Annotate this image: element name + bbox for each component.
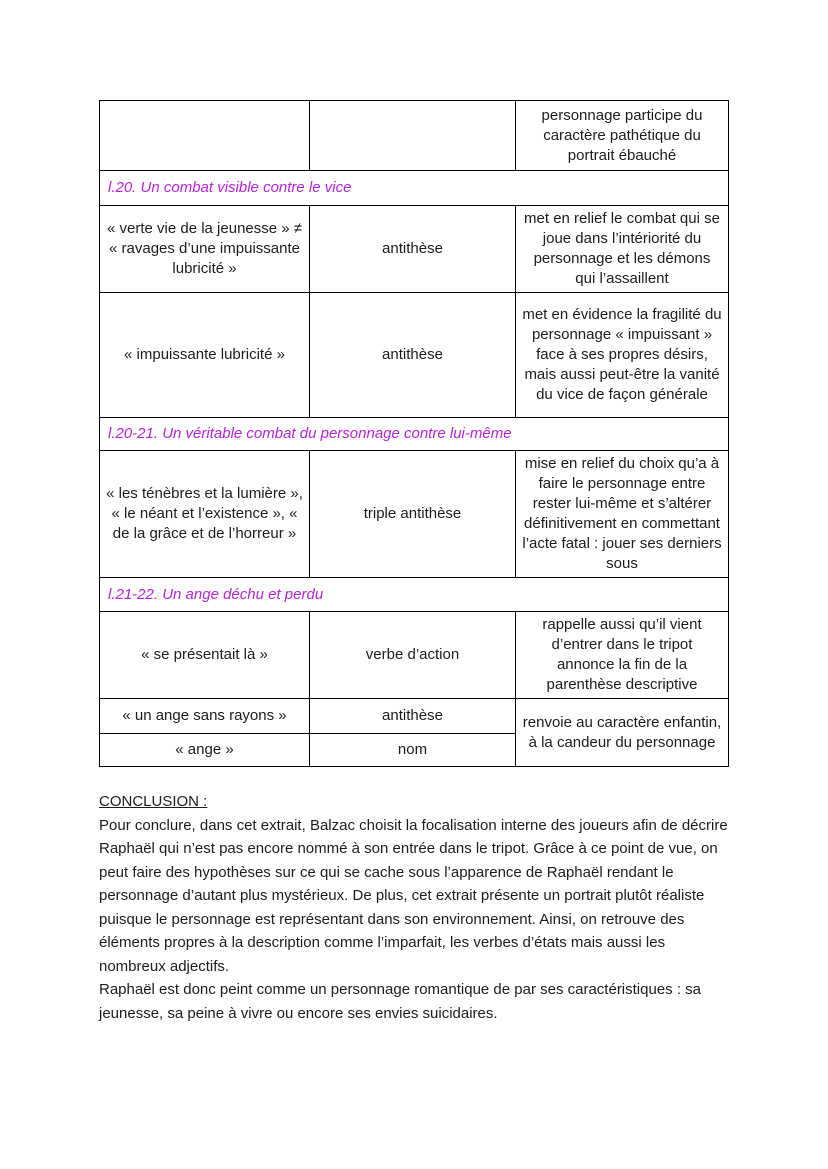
quote-cell: « verte vie de la jeunesse » ≠ « ravages d’une impuissante lubricité » [100, 206, 310, 293]
conclusion-paragraph: Pour conclure, dans cet extrait, Balzac choisit la focalisation interne des joueurs afin de décrire Raphaël qui n’est pas encore nommé à son entrée dans le tripot. Grâce à ce point de vue, on peut faire des hypothèses sur ce qui se cache sous l’apparence de Raphaël rendant le personnage d’autant plus mystérieux. De plus, cet extrait présente un portrait plutôt réaliste puisque le personnage est représentant dans son environnement. Ainsi, on retrouve des éléments propres à la description comme l’imparfait, les verbes d’états mais aussi les nombreux adjectifs. [99, 816, 728, 975]
table-section-row [100, 578, 729, 612]
effect-cell: renvoie au caractère enfantin, à la candeur du personnage [516, 699, 729, 767]
device-cell: antithèse [310, 293, 516, 418]
table-section-row [100, 418, 729, 451]
device-cell: triple antithèse [310, 451, 516, 578]
device-cell: verbe d’action [310, 612, 516, 699]
effect-cell: met en relief le combat qui se joue dans l’intériorité du personnage et les démons qui l’assaillent [516, 206, 729, 293]
table-row [100, 451, 729, 578]
conclusion-section [99, 790, 728, 1025]
device-cell: nom [310, 734, 516, 767]
table-section-row [100, 171, 729, 206]
table-row [100, 612, 729, 699]
document-content [99, 100, 728, 1025]
table-row [100, 699, 729, 734]
device-cell: antithèse [310, 206, 516, 293]
table-row [100, 206, 729, 293]
quote-cell: « impuissante lubricité » [100, 293, 310, 418]
literary-analysis-table [99, 100, 729, 767]
effect-cell: rappelle aussi qu’il vient d’entrer dans le tripot annonce la fin de la parenthèse descriptive [516, 612, 729, 699]
quote-cell: « les ténèbres et la lumière », « le néant et l’existence », « de la grâce et de l’horreur » [100, 451, 310, 578]
table-row [100, 101, 729, 171]
table-row [100, 293, 729, 418]
device-cell: antithèse [310, 699, 516, 734]
effect-cell: mise en relief du choix qu’a à faire le personnage entre rester lui-même et s’altérer définitivement en commettant l’acte fatal : jouer ses derniers sous [516, 451, 729, 578]
quote-cell [100, 101, 310, 171]
conclusion-paragraph: Raphaël est donc peint comme un personnage romantique de par ses caractéristiques : sa jeunesse, sa peine à vivre ou encore ses envies suicidaires. [99, 981, 702, 1022]
effect-cell: personnage participe du caractère pathétique du portrait ébauché [516, 101, 729, 171]
section-header: l.20. Un combat visible contre le vice [100, 171, 729, 206]
quote-cell: « ange » [100, 734, 310, 767]
section-header: l.20-21. Un véritable combat du personnage contre lui-même [100, 418, 729, 451]
conclusion-heading: CONCLUSION : [99, 793, 208, 810]
quote-cell: « un ange sans rayons » [100, 699, 310, 734]
effect-cell: met en évidence la fragilité du personnage « impuissant » face à ses propres désirs, mais aussi peut-être la vanité du vice de façon générale [516, 293, 729, 418]
quote-cell: « se présentait là » [100, 612, 310, 699]
section-header: l.21-22. Un ange déchu et perdu [100, 578, 729, 612]
device-cell [310, 101, 516, 171]
